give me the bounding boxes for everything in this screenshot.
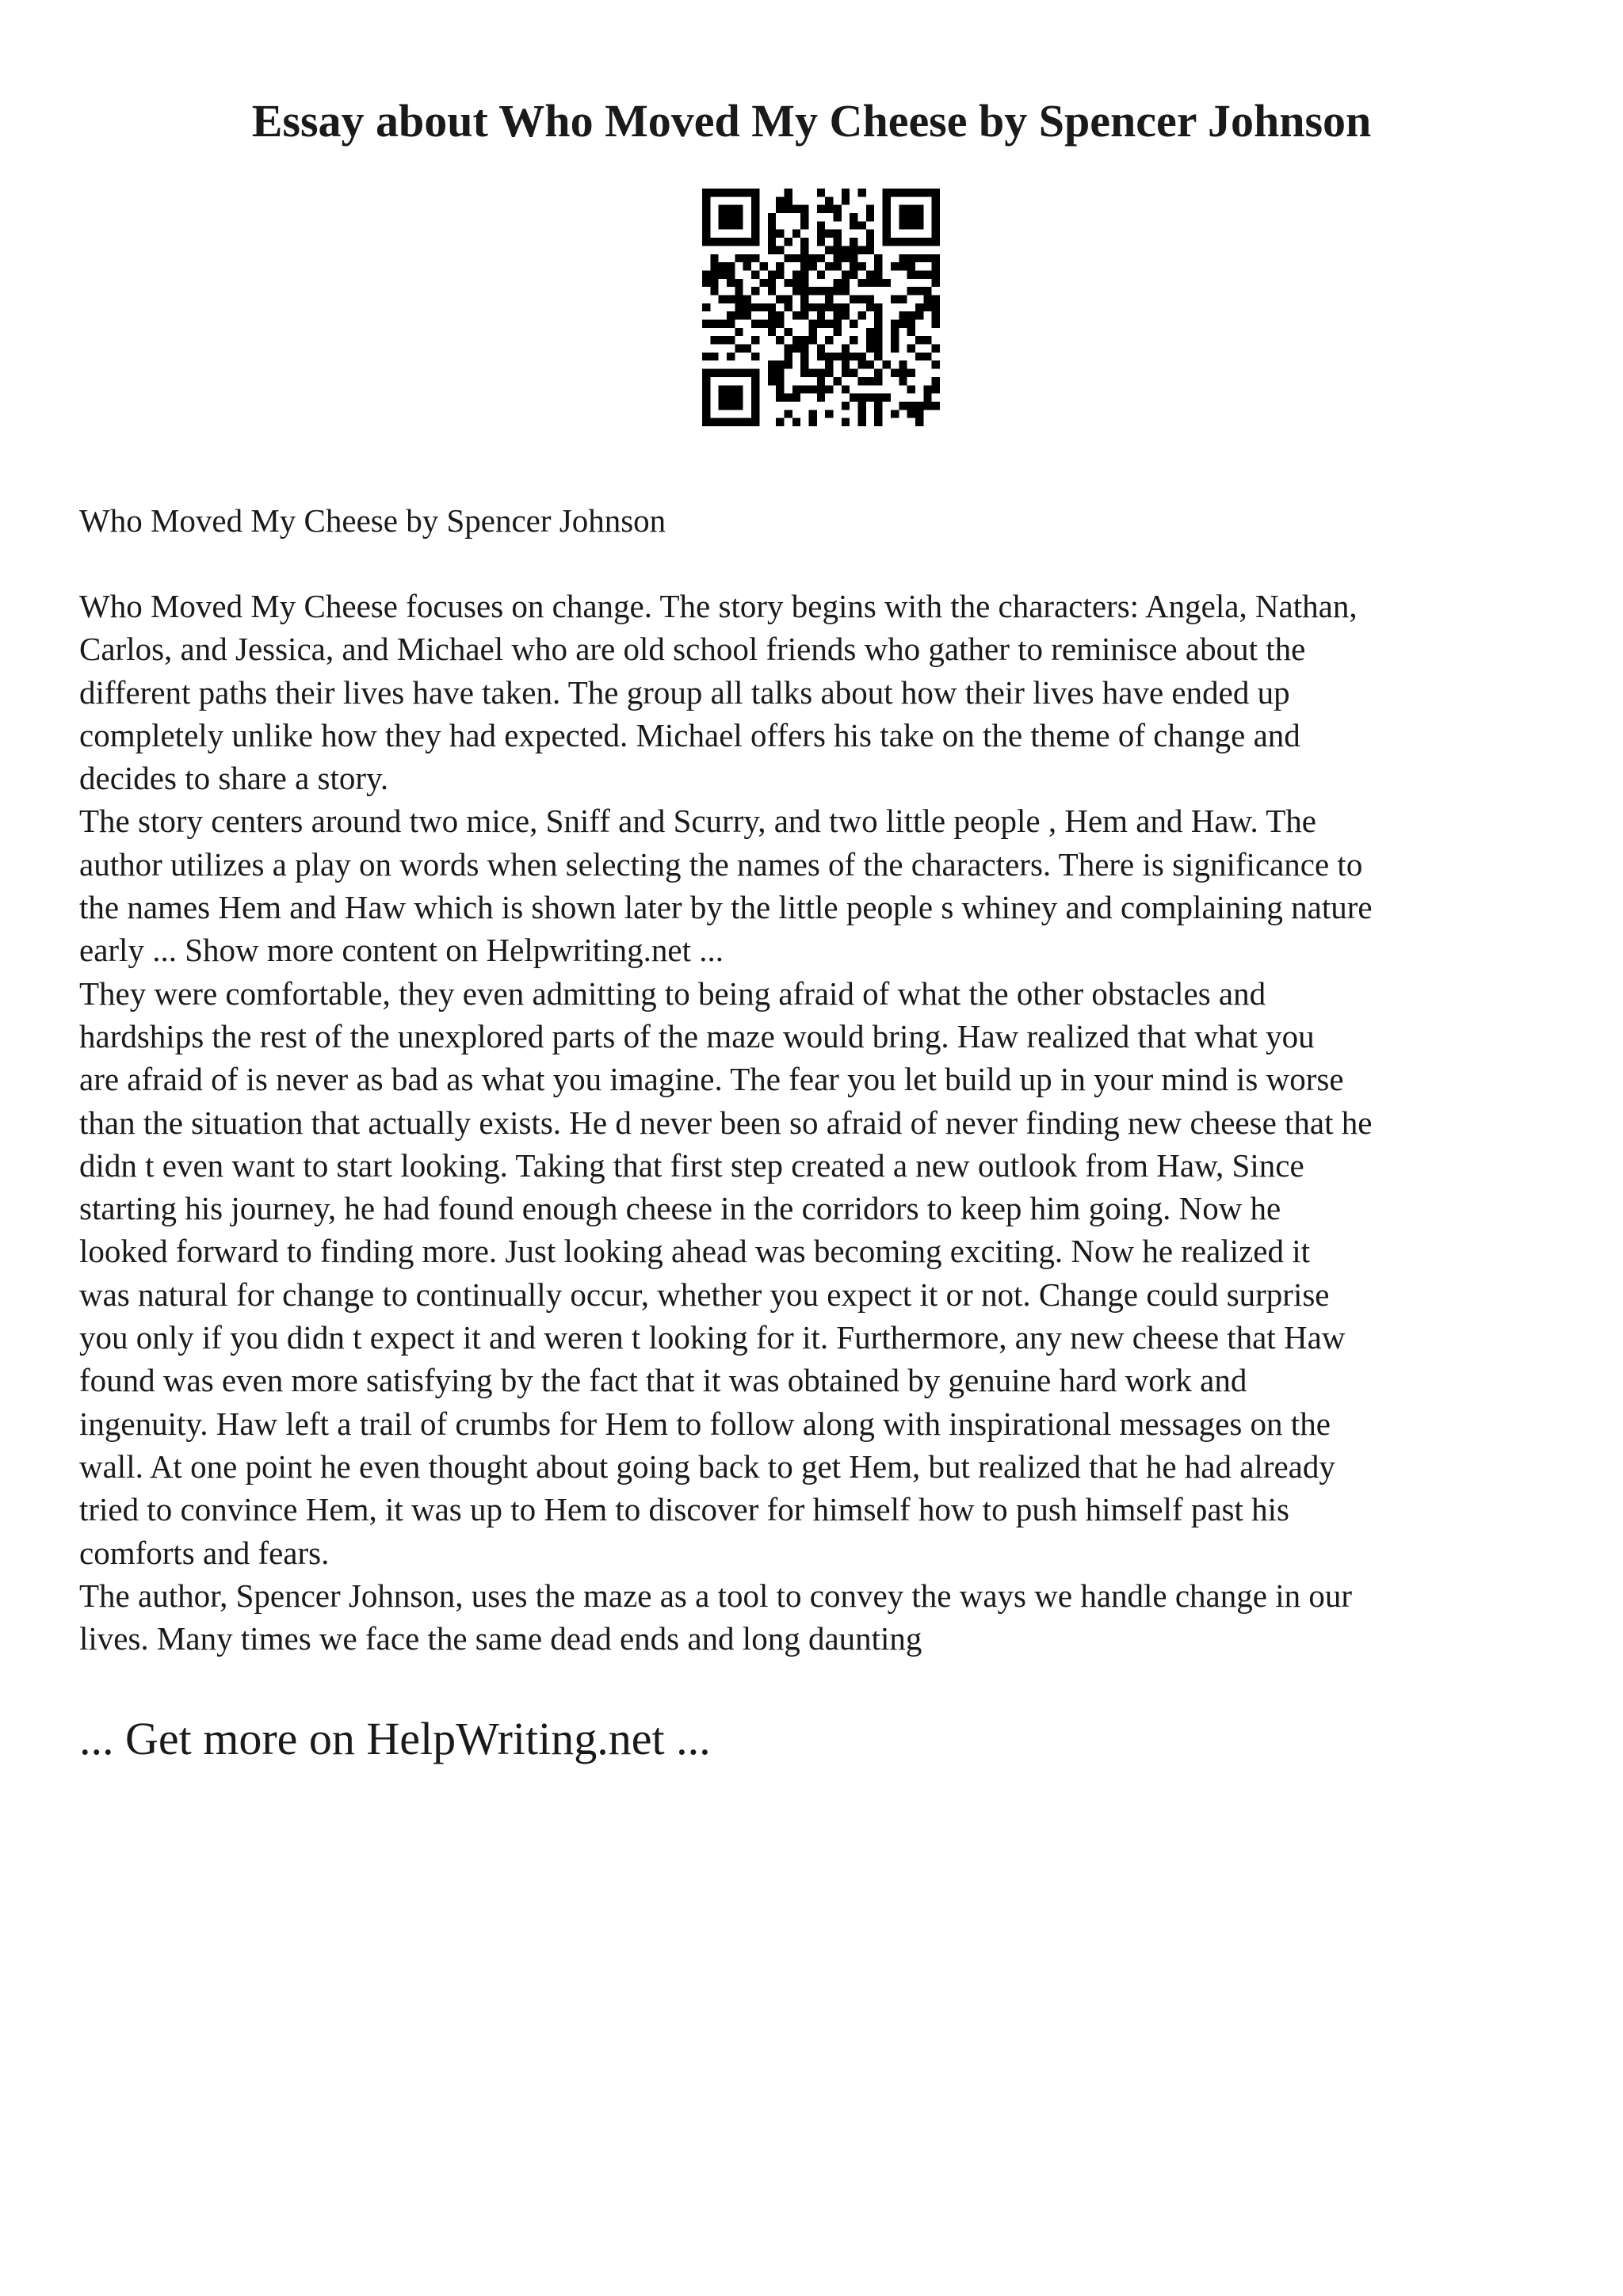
body-line: are afraid of is never as bad as what you imagine. The fear you let build up in your mind is worse bbox=[79, 1061, 1344, 1098]
body-line: found was even more satisfying by the fact that it was obtained by genuine hard work and bbox=[79, 1362, 1247, 1399]
body-line: lives. Many times we face the same dead ends and long daunting bbox=[79, 1620, 922, 1657]
body-line: Who Moved My Cheese focuses on change. The story begins with the characters: Angela, Nathan, bbox=[79, 588, 1358, 624]
body-line: starting his journey, he had found enough cheese in the corridors to keep him going. Now he bbox=[79, 1190, 1281, 1227]
body-line: comforts and fears. bbox=[79, 1534, 330, 1571]
body-line: They were comfortable, they even admitting to being afraid of what the other obstacles and bbox=[79, 974, 1266, 1012]
qr-code-graphic bbox=[702, 189, 940, 426]
get-more-link[interactable]: ... Get more on HelpWriting.net ... bbox=[79, 1713, 711, 1764]
body-line: completely unlike how they had expected. Michael offers his take on the theme of change and bbox=[79, 716, 1300, 753]
body-line: wall. At one point he even thought about going back to get Hem, but realized that he had already bbox=[79, 1447, 1335, 1485]
body-line: tried to convince Hem, it was up to Hem to discover for himself how to push himself past his bbox=[79, 1491, 1289, 1528]
essay-subtitle: Who Moved My Cheese by Spencer Johnson bbox=[79, 502, 666, 539]
body-line: you only if you didn t expect it and weren t looking for it. Furthermore, any new cheese that Haw bbox=[79, 1319, 1346, 1356]
body-line: was natural for change to continually occur, whether you expect it or not. Change could surprise bbox=[79, 1276, 1330, 1313]
qr-code-icon bbox=[702, 189, 940, 426]
body-line: than the situation that actually exists. He d never been so afraid of never finding new cheese that he bbox=[79, 1104, 1373, 1141]
body-line: looked forward to finding more. Just looking ahead was becoming exciting. Now he realized it bbox=[79, 1233, 1311, 1270]
body-line: The author, Spencer Johnson, uses the maze as a tool to convey the ways we handle change in our bbox=[79, 1577, 1352, 1614]
body-line: didn t even want to start looking. Taking that first step created a new outlook from Haw, Since bbox=[79, 1146, 1304, 1184]
body-line: the names Hem and Haw which is shown later by the little people s whiney and complaining nature bbox=[79, 889, 1373, 926]
show-more-line[interactable]: early ... Show more content on Helpwriting.net ... bbox=[79, 932, 724, 969]
body-line: different paths their lives have taken. The group all talks about how their lives have ended up bbox=[79, 673, 1290, 711]
body-line: author utilizes a play on words when selecting the names of the characters. There is significance to bbox=[79, 845, 1363, 883]
body-line: The story centers around two mice, Sniff and Scurry, and two little people , Hem and Haw. The bbox=[79, 803, 1317, 840]
body-line: Carlos, and Jessica, and Michael who are old school friends who gather to reminisce about the bbox=[79, 631, 1306, 668]
essay-body bbox=[79, 585, 1561, 1660]
document-title: Essay about Who Moved My Cheese by Spencer Johnson bbox=[251, 95, 1372, 147]
body-line: hardships the rest of the unexplored parts of the maze would bring. Haw realized that what you bbox=[79, 1017, 1315, 1055]
body-line: ingenuity. Haw left a trail of crumbs for Hem to follow along with inspirational messages on the bbox=[79, 1405, 1331, 1442]
body-line: decides to share a story. bbox=[79, 760, 389, 797]
